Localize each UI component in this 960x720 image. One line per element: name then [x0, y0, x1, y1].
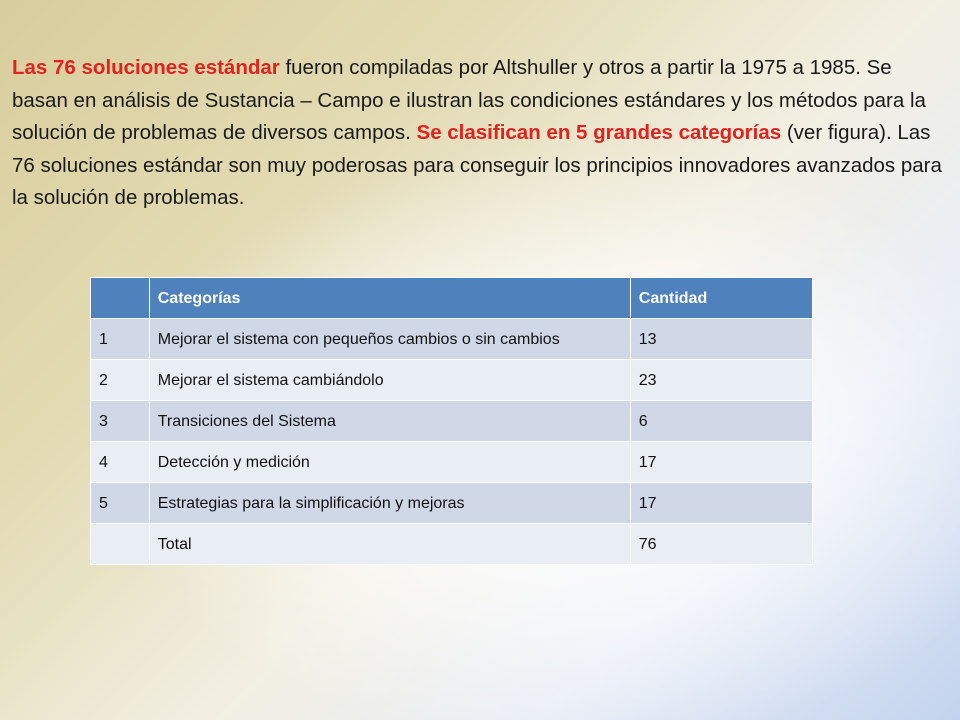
row-number: 2 [91, 360, 150, 401]
row-number [91, 524, 150, 565]
row-quantity: 23 [630, 360, 812, 401]
row-number: 4 [91, 442, 150, 483]
categories-table [90, 277, 813, 565]
intro-highlight-standard-solutions: Las 76 soluciones estándar [12, 56, 280, 79]
intro-paragraph [12, 52, 948, 215]
row-category: Mejorar el sistema con pequeños cambios o sin cambios [149, 319, 630, 360]
table-row [91, 483, 813, 524]
row-category: Mejorar el sistema cambiándolo [149, 360, 630, 401]
row-quantity: 17 [630, 442, 812, 483]
intro-text-powerful: (ver figura). Las 76 soluciones estándar son muy poderosas para conseguir los principios innovadores avanzados para la solución de problemas. [12, 121, 942, 209]
intro-highlight-categories: Se clasifican en 5 grandes categorías [416, 121, 782, 144]
table-row-total [91, 524, 813, 565]
table-row [91, 442, 813, 483]
row-number: 3 [91, 401, 150, 442]
row-category: Total [149, 524, 630, 565]
row-category: Detección y medición [149, 442, 630, 483]
row-quantity: 13 [630, 319, 812, 360]
row-quantity: 76 [630, 524, 812, 565]
table-row [91, 401, 813, 442]
row-quantity: 17 [630, 483, 812, 524]
intro-text-compiled: fueron compiladas por Altshuller y otros a partir la 1975 a 1985. Se basan en análisis de Sustancia – Campo e ilustran las condiciones estándares y los métodos para la solución de problemas de diversos campos. [12, 56, 926, 144]
row-number: 5 [91, 483, 150, 524]
row-category: Estrategias para la simplificación y mejoras [149, 483, 630, 524]
table-row [91, 319, 813, 360]
table-header-row [91, 278, 813, 319]
table-row [91, 360, 813, 401]
header-categories: Categorías [149, 278, 630, 319]
row-category: Transiciones del Sistema [149, 401, 630, 442]
header-number [91, 278, 150, 319]
header-quantity: Cantidad [630, 278, 812, 319]
row-number: 1 [91, 319, 150, 360]
row-quantity: 6 [630, 401, 812, 442]
